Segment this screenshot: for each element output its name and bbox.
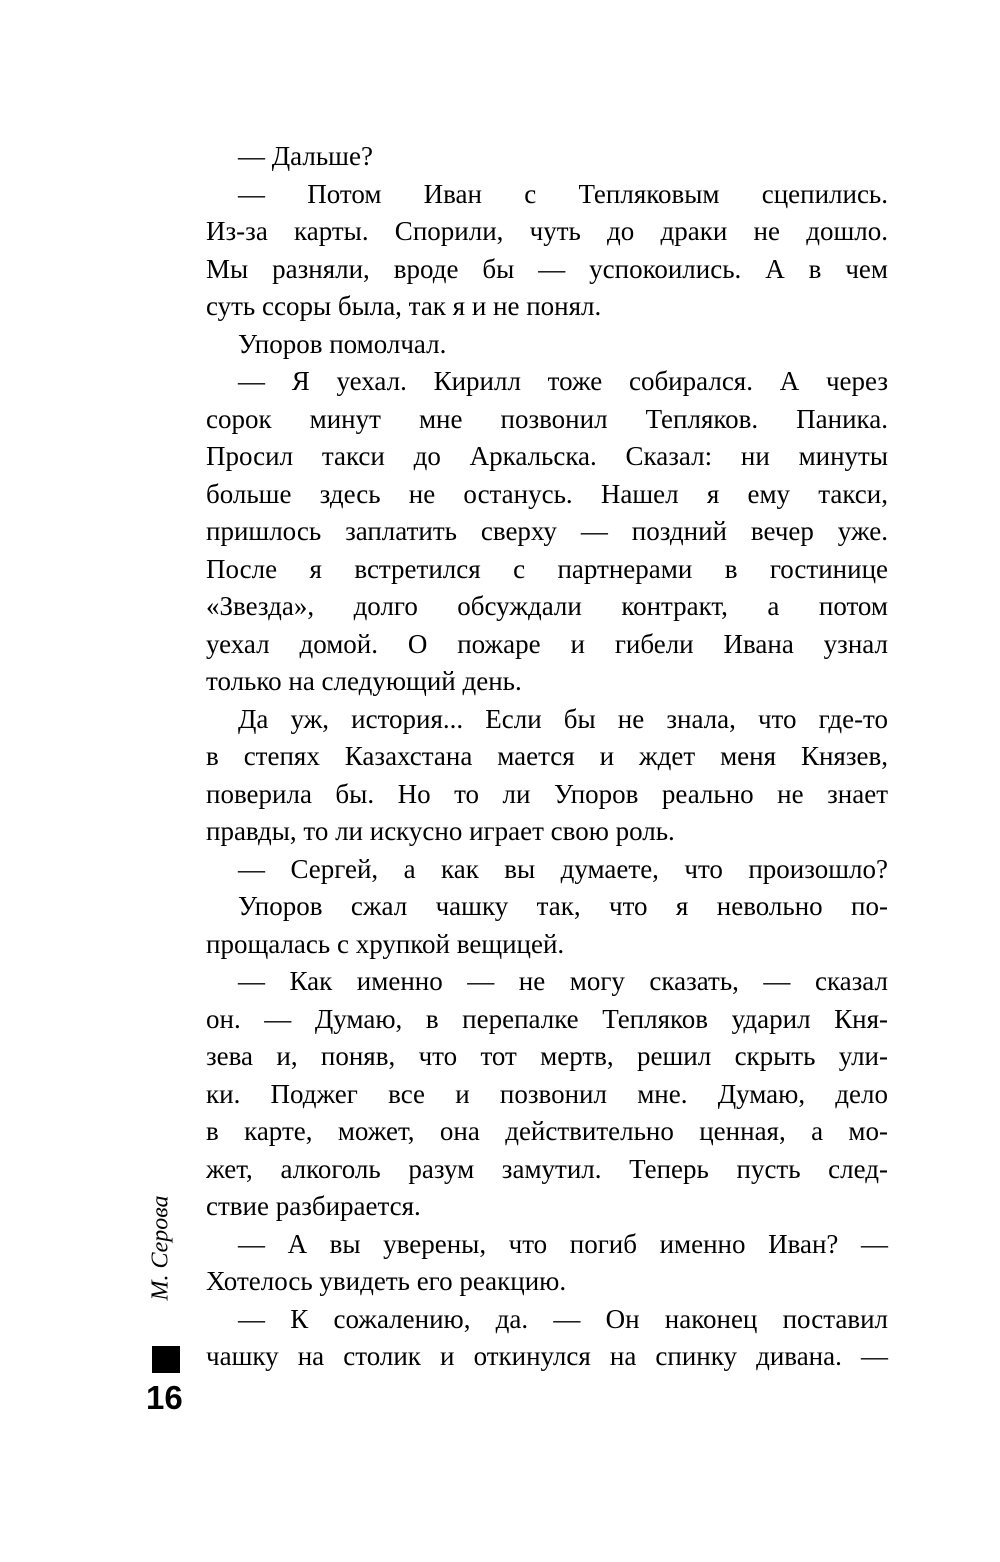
text-line: — Сергей, а как вы думаете, что произошло?: [238, 853, 888, 884]
page-number: 16: [146, 1379, 183, 1416]
text-line: ствие разбирается.: [206, 1191, 421, 1221]
text-line: прощалась с хрупкой вещицей.: [206, 928, 565, 959]
text-line: поверила бы. Но то ли Упоров реально не знает: [206, 778, 888, 809]
text-line: он. — Думаю, в перепалке Тепляков ударил Кня-: [206, 1003, 888, 1034]
text-line: ки. Поджег все и позвонил мне. Думаю, дело: [206, 1078, 888, 1109]
text-column: [206, 138, 888, 1376]
text-line: «Звезда», долго обсуждали контракт, а потом: [206, 591, 888, 621]
text-line: Хотелось увидеть его реакцию.: [206, 1266, 567, 1296]
text-line: уехал домой. О пожаре и гибели Ивана узнал: [206, 628, 888, 659]
text-line: правды, то ли искусно играет свою роль.: [206, 816, 675, 846]
text-line: После я встретился с партнерами в гостинице: [206, 553, 888, 584]
text-line: в степях Казахстана мается и ждет меня Князев,: [206, 741, 888, 771]
text-line: — Как именно — не могу сказать, — сказал: [238, 966, 888, 996]
text-line: только на следующий день.: [206, 666, 522, 696]
text-line: Да уж, история... Если бы не знала, что где-то: [238, 703, 888, 734]
text-line: пришлось заплатить сверху — поздний вечер уже.: [206, 516, 888, 546]
text-line: сорок минут мне позвонил Тепляков. Паника.: [206, 403, 888, 434]
text-line: Из-за карты. Спорили, чуть до драки не дошло.: [206, 216, 888, 246]
text-line: в карте, может, она действительно ценная, а мо-: [206, 1116, 888, 1146]
text-line: — К сожалению, да. — Он наконец поставил: [238, 1303, 888, 1334]
text-line: — Дальше?: [238, 141, 373, 171]
text-line: Упоров помолчал.: [238, 328, 447, 359]
text-line: чашку на столик и откинулся на спинку дивана. —: [206, 1341, 888, 1371]
text-line: — Потом Иван с Тепляковым сцепились.: [238, 178, 888, 209]
author-margin-label: М. Серова: [147, 1195, 174, 1301]
text-line: — Я уехал. Кирилл тоже собирался. А через: [238, 366, 888, 396]
square-marker-icon: [152, 1346, 180, 1373]
text-line: — А вы уверены, что погиб именно Иван? —: [238, 1228, 888, 1259]
text-line: Просил такси до Аркальска. Сказал: ни минуты: [206, 441, 888, 471]
text-line: жет, алкоголь разум замутил. Теперь пусть след-: [206, 1153, 888, 1184]
text-line: больше здесь не останусь. Нашел я ему такси,: [206, 478, 888, 509]
text-line: Мы разняли, вроде бы — успокоились. А в чем: [206, 253, 888, 284]
text-line: суть ссоры была, так я и не понял.: [206, 291, 602, 321]
text-line: Упоров сжал чашку так, что я невольно по-: [238, 891, 888, 921]
text-line: зева и, поняв, что тот мертв, решил скрыть ули-: [206, 1041, 888, 1071]
